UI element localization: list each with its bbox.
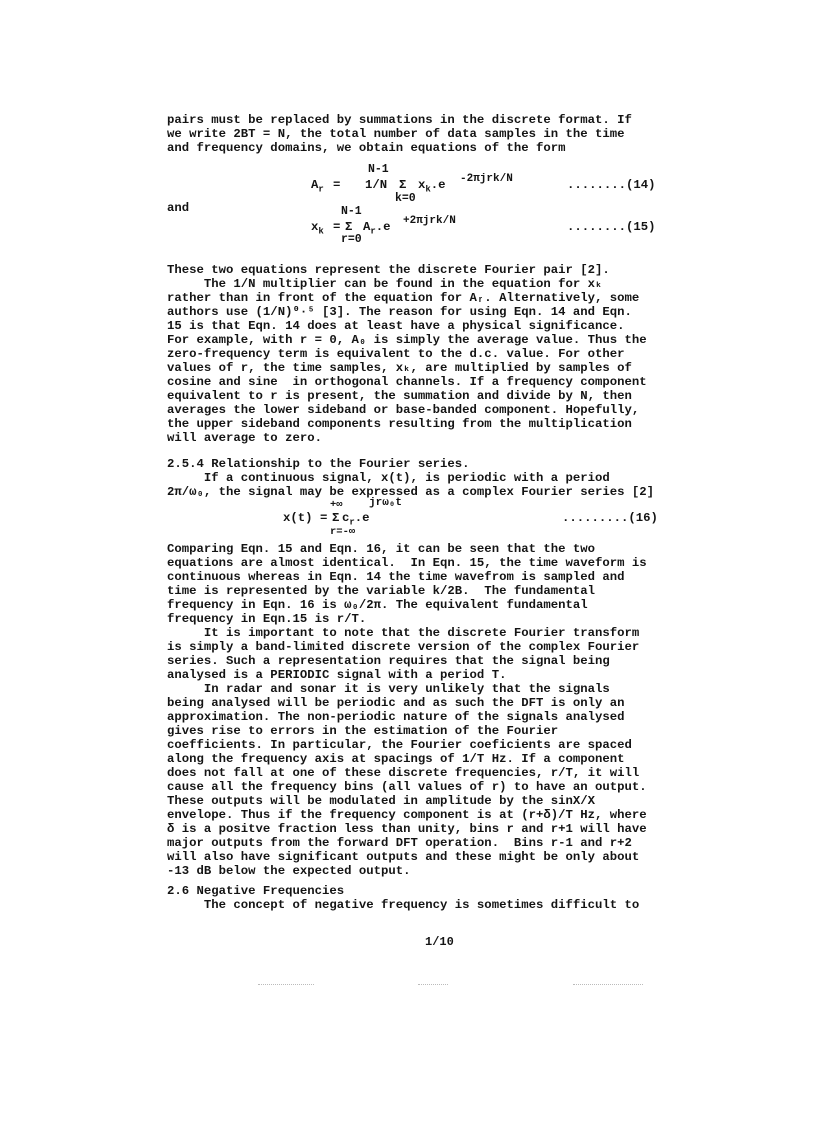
section-heading-2-5-4: 2.5.4 Relationship to the Fourier series. — [167, 457, 470, 471]
text-line: In radar and sonar it is very unlikely that the signals — [167, 682, 610, 696]
eq15-equals: = — [333, 220, 341, 234]
eq14-upper-limit: N-1 — [368, 163, 389, 176]
eq14-sigma: Σ — [399, 178, 407, 192]
eq15-exponent: +2πjrk/N — [403, 215, 456, 227]
eq16-lower-limit: r=-∞ — [330, 526, 356, 538]
text-line: zero-frequency term is equivalent to the d.c. value. For other — [167, 347, 625, 361]
eq16-number: .........(16) — [562, 511, 658, 525]
text-line: will also have significant outputs and these might be only about — [167, 850, 640, 864]
text-line: The 1/N multiplier can be found in the equation for xₖ — [167, 277, 603, 291]
text-line: major outputs from the forward DFT operation. Bins r-1 and r+2 — [167, 836, 632, 850]
text-line: frequency in Eqn. 16 is ω₀/2π. The equivalent fundamental — [167, 598, 588, 612]
text-line: along the frequency axis at spacings of 1/T Hz. If a component — [167, 752, 625, 766]
text-line: For example, with r = 0, A₀ is simply the average value. Thus the — [167, 333, 647, 347]
text-line: does not fall at one of these discrete frequencies, r/T, it will — [167, 766, 640, 780]
text-line: δ is a positve fraction less than unity, bins r and r+1 will have — [167, 822, 647, 836]
eq15-sigma: Σ — [345, 220, 353, 234]
text-line: cosine and sine in orthogonal channels. If a frequency component — [167, 375, 647, 389]
eq16-equals: = — [320, 511, 328, 525]
text-line: cause all the frequency bins (all values of r) to have an output. — [167, 780, 647, 794]
scan-artifact — [573, 984, 643, 986]
eq15-term: $A_r.e$ — [363, 220, 391, 237]
text-line: envelope. Thus if the frequency component is at (r+δ)/T Hz, where — [167, 808, 647, 822]
text-line: rather than in front of the equation for Aᵣ. Alternatively, some — [167, 291, 640, 305]
eq16-upper-limit: +∞ — [330, 499, 343, 511]
text-line: gives rise to errors in the estimation of the Fourier — [167, 724, 559, 738]
eq15-lhs: $x_k$ — [311, 220, 324, 237]
scan-artifact — [258, 984, 314, 986]
text-line: series. Such a representation requires that the signal being — [167, 654, 610, 668]
text-line: equivalent to r is present, the summation and divide by N, then — [167, 389, 632, 403]
intro-line: and frequency domains, we obtain equations of the form — [167, 141, 566, 155]
eq14-exponent: -2πjrk/N — [460, 173, 513, 185]
page-number: 1/10 — [425, 935, 454, 949]
scan-artifact — [418, 984, 448, 986]
section-heading-2-6: 2.6 Negative Frequencies — [167, 884, 345, 898]
text-line: is simply a band-limited discrete version of the complex Fourier — [167, 640, 640, 654]
text-line: The concept of negative frequency is sometimes difficult to — [167, 898, 640, 912]
eq16-term: $c_r.e$ — [342, 511, 370, 528]
eq14-factor: 1/N — [365, 178, 388, 192]
text-line: being analysed will be periodic and as such the DFT is only an — [167, 696, 625, 710]
text-line: -13 dB below the expected output. — [167, 864, 411, 878]
eq14-term: $x_k.e$ — [418, 178, 446, 195]
text-line: frequency in Eqn.15 is r/T. — [167, 612, 367, 626]
eq15-upper-limit: N-1 — [341, 205, 362, 218]
and-label: and — [167, 201, 190, 215]
eq16-exponent: jrω₀t — [369, 497, 403, 509]
eq14-number: ........(14) — [567, 178, 656, 192]
text-line: These outputs will be modulated in amplitude by the sinX/X — [167, 794, 596, 808]
text-line: analysed is a PERIODIC signal with a period T. — [167, 668, 507, 682]
text-line: If a continuous signal, x(t), is periodic with a period — [167, 471, 610, 485]
text-line: coefficients. In particular, the Fourier coeficients are spaced — [167, 738, 632, 752]
text-line: 15 is that Eqn. 14 does at least have a physical significance. — [167, 319, 625, 333]
text-line: 2π/ω₀, the signal may be expressed as a complex Fourier series [2] — [167, 485, 655, 499]
intro-line: pairs must be replaced by summations in the discrete format. If — [167, 113, 632, 127]
text-line: Comparing Eqn. 15 and Eqn. 16, it can be seen that the two — [167, 542, 596, 556]
text-line: values of r, the time samples, xₖ, are multiplied by samples of — [167, 361, 632, 375]
text-line: averages the lower sideband or base-banded component. Hopefully, — [167, 403, 640, 417]
text-line: These two equations represent the discrete Fourier pair [2]. — [167, 263, 610, 277]
text-line: will average to zero. — [167, 431, 322, 445]
intro-line: we write 2BT = N, the total number of data samples in the time — [167, 127, 625, 141]
eq16-sigma: Σ — [332, 511, 340, 525]
text-line: equations are almost identical. In Eqn. 15, the time waveform is — [167, 556, 647, 570]
eq14-lower-limit: k=0 — [395, 192, 416, 205]
text-line: continuous whereas in Eqn. 14 the time wavefrom is sampled and — [167, 570, 625, 584]
text-line: approximation. The non-periodic nature of the signals analysed — [167, 710, 625, 724]
text-line: the upper sideband components resulting from the multiplication — [167, 417, 632, 431]
eq16-lhs: x(t) — [283, 511, 313, 525]
text-line: time is represented by the variable k/2B. The fundamental — [167, 584, 596, 598]
text-line: It is important to note that the discrete Fourier transform — [167, 626, 640, 640]
eq14-equals: = — [333, 178, 341, 192]
text-line: authors use (1/N)⁰·⁵ [3]. The reason for using Eqn. 14 and Eqn. — [167, 305, 632, 319]
eq15-number: ........(15) — [567, 220, 656, 234]
eq15-lower-limit: r=0 — [341, 233, 362, 246]
eq14-lhs: $A_r$ — [311, 178, 324, 195]
